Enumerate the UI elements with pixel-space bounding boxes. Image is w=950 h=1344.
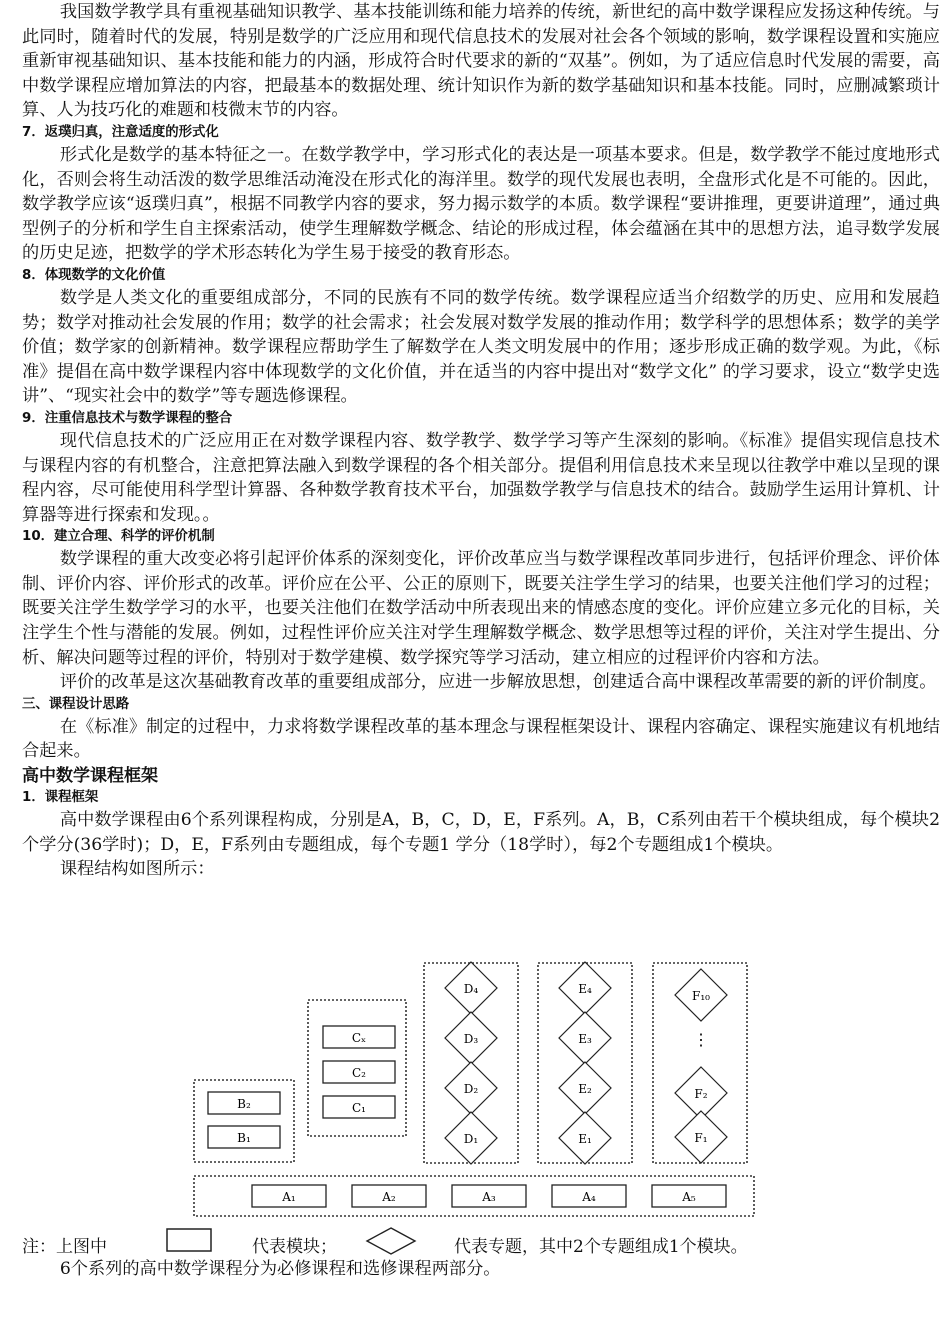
topic-diamond-legend-icon <box>364 1226 418 1258</box>
module-c-2-label: C₂ <box>352 1066 366 1080</box>
legend-prefix: 注：上图中 <box>22 1237 107 1257</box>
topic-d-4-label: D₁ <box>463 1132 479 1146</box>
topic-d-2-label: D₃ <box>463 1032 479 1046</box>
paragraph: 形式化是数学的基本特征之一。在数学教学中，学习形式化的表达是一项基本要求。但是，数学教学不能过度地形式化，否则会将生动活泼的数学思维活动淹没在形式化的海洋里。数学的现代发展也表明，全盘形式化是不可能的。因此，数学教学应该“返璞归真”，根据不同教学内容的要求，努力揭示数学的本质。数学课程“要讲推理，更要讲道理”，通过典型例子的分析和学生自主探索活动，使学生理解数学概念、结论的形成过程，体会蕴涵在其中的思想方法，追寻数学发展的历史足迹，把数学的学术形态转化为学生易于接受的教育形态。 <box>22 144 940 264</box>
paragraph: 我国数学教学具有重视基础知识教学、基本技能训练和能力培养的传统，新世纪的高中数学课程应发扬这种传统。与此同时，随着时代的发展，特别是数学的广泛应用和现代信息技术的发展对社会各个领域的影响，数学课程设置和实施应重新审视基础知识、基本技能和能力的内涵，形成符合时代要求的新的“双基”。例如，为了适应信息时代发展的需要，高中数学课程应增加算法的内容，把最基本的数据处理、统计知识作为新的数学基础知识和基本技能。同时，应删减繁琐计算、人为技巧化的难题和枝微末节的内容。 <box>22 2 940 121</box>
topic-d-3-label: D₂ <box>463 1082 479 1096</box>
module-c-1-label: Cₓ <box>351 1031 367 1045</box>
paragraph: 评价的改革是这次基础教育改革的重要组成部分，应进一步解放思想，创建适合高中课程改革需要的新的评价制度。 <box>59 672 937 693</box>
topic-e-1-label: E₄ <box>578 982 592 996</box>
legend-topic-text: 代表专题，其中2个专题组成1个模块。 <box>454 1237 748 1257</box>
numbered-heading: 9．注重信息技术与数学课程的整合 <box>22 410 233 426</box>
document-body <box>22 0 940 882</box>
topic-f-2-label: F₂ <box>694 1087 708 1101</box>
numbered-heading: 8．体现数学的文化价值 <box>22 267 166 283</box>
module-c-3-label: C₁ <box>352 1101 366 1115</box>
legend-module-text: 代表模块； <box>252 1237 337 1257</box>
closing-paragraph: 6个系列的高中数学课程分为必修课程和选修课程两部分。 <box>59 1259 501 1279</box>
topic-e-4-label: E₁ <box>578 1132 592 1146</box>
topic-d-1-label: D₄ <box>463 982 479 996</box>
module-box-legend-icon <box>166 1228 214 1254</box>
paragraph: 课程结构如图所示： <box>59 859 215 880</box>
paragraph: 在《标准》制定的过程中，力求将数学课程改革的基本理念与课程框架设计、课程内容确定、课程实施建议有机地结合起来。 <box>22 716 940 762</box>
section-title: 高中数学课程框架 <box>22 766 158 787</box>
module-a-1-label: A₁ <box>282 1190 296 1204</box>
module-a-3-label: A₃ <box>482 1190 496 1204</box>
paragraph: 数学课程的重大改变必将引起评价体系的深刻变化，评价改革应当与数学课程改革同步进行，包括评价理念、评价体制、评价内容、评价形式的改革。评价应在公平、公正的原则下，既要关注学生学习的结果，也要关注他们学习的过程；既要关注学生数学学习的水平，也要关注他们在数学活动中所表现出来的情感态度的变化。评价应建立多元化的目标，关注学生个性与潜能的发展。例如，过程性评价应关注对学生理解数学概念、数学思想等过程的评价，关注对学生提出、分析、解决问题等过程的评价，特别对于数学建模、数学探究等学习活动，建立相应的过程评价内容和方法。 <box>22 549 940 668</box>
topic-e-3-label: E₂ <box>578 1082 592 1096</box>
topic-e-2-label: E₃ <box>578 1032 592 1046</box>
topic-f-3-label: F₁ <box>694 1131 708 1145</box>
paragraph: 高中数学课程由6个系列课程构成，分别是A，B，C，D，E，F系列。A，B，C系列由若干个模块组成，每个模块2个学分(36学时)；D，E，F系列由专题组成，每个专题1 学分（18学时），每2个专题组成1个模块。 <box>22 810 940 855</box>
course-structure-diagram <box>180 950 760 1222</box>
module-a-4-label: A₄ <box>582 1190 596 1204</box>
topic-f-1-label: F₁₀ <box>692 989 710 1003</box>
paragraph: 数学是人类文化的重要组成部分，不同的民族有不同的数学传统。数学课程应适当介绍数学的历史、应用和发展趋势；数学对推动社会发展的作用；数学的社会需求；社会发展对数学发展的推动作用；数学科学的思想体系；数学的美学价值；数学家的创新精神。数学课程应帮助学生了解数学在人类文明发展中的作用；逐步形成正确的数学观。为此，《标准》提倡在高中数学课程内容中体现数学的文化价值，并在适当的内容中提出对“数学文化” 的学习要求，设立“数学史选讲”、“现实社会中的数学”等专题选修课程。 <box>22 287 940 407</box>
module-b-B₁-label: B₁ <box>237 1131 251 1145</box>
module-b-B₂-label: B₂ <box>237 1097 251 1111</box>
numbered-heading: 7．返璞归真，注意适度的形式化 <box>22 124 219 140</box>
numbered-heading: 10．建立合理、科学的评价机制 <box>22 529 215 545</box>
module-a-2-label: A₂ <box>382 1190 396 1204</box>
paragraph: 现代信息技术的广泛应用正在对数学课程内容、数学教学、数学学习等产生深刻的影响。《标准》提倡实现信息技术与课程内容的有机整合，注意把算法融入到数学课程的各个相关部分。提倡利用信息技术来呈现以往教学中难以呈现的课程内容，尽可能使用科学型计算器、各种数学教育技术平台，加强数学教学与信息技术的结合。鼓励学生运用计算机、计算器等进行探索和发现。。 <box>22 430 940 525</box>
legend-note <box>22 1232 940 1258</box>
module-a-5-label: A₅ <box>682 1190 696 1204</box>
numbered-heading: 1．课程框架 <box>22 790 99 806</box>
f-ellipsis: ⋮ <box>693 1030 709 1049</box>
section-heading: 三、课程设计思路 <box>22 696 130 712</box>
